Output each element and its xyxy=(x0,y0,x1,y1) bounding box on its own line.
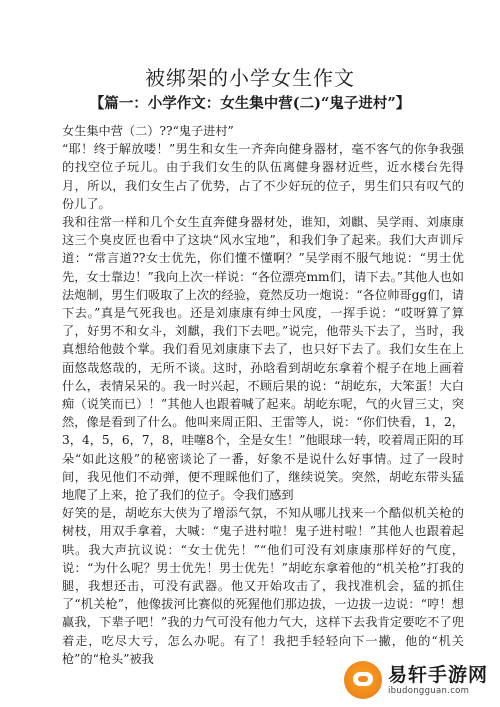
game-controller-icon xyxy=(344,661,382,699)
watermark-site-url: ibudongguan.com xyxy=(387,686,470,696)
watermark-site-name: 易轩手游网 xyxy=(387,664,488,686)
site-watermark xyxy=(340,659,492,701)
page-title: 被绑架的小学女生作文 xyxy=(145,66,355,90)
section-heading: 【篇一：小学作文：女生集中营(二)“鬼子进村”】 xyxy=(89,95,411,112)
article-body xyxy=(62,122,464,668)
article-subtitle: 女生集中营（二）??“鬼子进村” xyxy=(62,124,234,138)
paragraph-2: 我和往常一样和几个女生直奔健身器材处，谁知，刘麒、吴学雨、刘康康这三个臭皮匠也看中了这块“风水宝地”，和我们争了起来。我们大声训斥道：“常言道??女士优先，你们懂不懂啊？”吴学雨不服气地说：“男士优先，女士靠边！”我向上次一样说：“各位漂亮mm们，请下去。”其他人也如法炮制，男生们吸取了上次的经验，竟然反功一炮说：“各位帅哥gg们，请下去。”真是气死我也。还是刘康康有绅士风度，一挥手说：“哎呀算了算了，好男不和女斗，刘麒，我们下去吧。”说完，他带头下去了，当时，我真想给他鼓个掌。我们看见刘康康下去了，也只好下去了。我们女生在上面悠哉悠哉的，无所不谈。这时，孙晗看到胡屹东拿着个棍子在地上画着什么，表情呆呆的。我一时兴起，不顾后果的说：“胡屹东，大笨蛋！大白痴（说笑而已）！”其他人也跟着喊了起来。胡屹东呢，气的火冒三丈，突然，像是看到了什么。他叫来周正阳、王雷等人，说：“你们快看，1，2，3，4，5，6，7，8，哇噻8个，全是女生！”他眼球一转，咬着周正阳的耳朵“如此这般”的秘密谈论了一番，好象不是说什么好事情。过了一段时间，我见他们不动弹，便不理睬他们了，继续说笑。突然，胡屹东带头猛地爬了上来，抢了我们的位子。令我们感到 xyxy=(62,215,464,503)
watermark-text xyxy=(388,664,488,696)
paragraph-3: 好笑的是，胡屹东大侠为了增添气氛，不知从哪儿找来一个酷似机关枪的树枝，用双手拿着，大喊：“鬼子进村啦！鬼子进村啦！”其他人也跟着起哄。我大声抗议说：“女士优先！”“他们可没有刘康康那样好的气度，说：“为什么呢？男士优先！男士优先！”胡屹东拿着他的“机关枪”打我的腿，我想还击，可没有武器。他又开始攻击了，我找准机会，猛的抓住了“机关枪”，他像拔河比赛似的死猩他们那边拔，一边拔一边说：“哼！想赢我，下辈子吧！”我的力气可没有他力气大，这样下去我肯定要吃不了兜着走，吃尽大亏，怎么办呢。有了！我把手轻轻向下一撇，他的“机关枪”的“枪头”被我 xyxy=(62,506,464,666)
paragraph-1: “耶！终于解放喽！”男生和女生一齐奔向健身器材，毫不客气的你争我强的找空位子玩儿。由于我们女生的队伍离健身器材近些，近水楼台先得月，所以，我们女生占了优势，占了不少好玩的位子，男生们只有叹气的份儿了。 xyxy=(62,142,464,211)
